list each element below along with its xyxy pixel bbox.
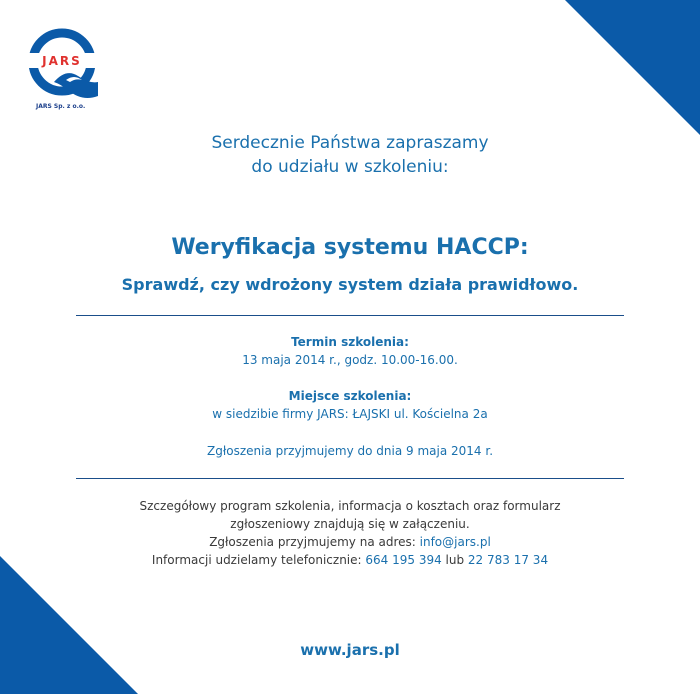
logo-brand-text: JARS xyxy=(42,54,82,68)
date-value: 13 maja 2014 r., godz. 10.00-16.00. xyxy=(242,353,458,367)
phone-prefix: Informacji udzielamy telefonicznie: xyxy=(151,553,366,567)
invitation-line-1: Serdecznie Państwa zapraszamy xyxy=(211,133,489,153)
website-link[interactable]: www.jars.pl xyxy=(300,641,400,659)
date-label: Termin szkolenia: xyxy=(291,335,409,349)
divider-top xyxy=(76,315,624,316)
place-label: Miejsce szkolenia: xyxy=(288,389,412,403)
invitation-text xyxy=(0,131,700,179)
info-line-email xyxy=(0,533,700,551)
jars-q-logo-icon xyxy=(24,26,104,106)
invitation-line-2: do udziału w szkoleniu: xyxy=(251,157,449,177)
place-value: w siedzibie firmy JARS: ŁAJSKI ul. Kościelna 2a xyxy=(212,407,488,421)
info-line-2: zgłoszeniowy znajdują się w załączeniu. xyxy=(230,517,470,531)
info-line-1: Szczegółowy program szkolenia, informacja o kosztach oraz formularz xyxy=(139,499,561,513)
training-title: Weryfikacja systemu HACCP: xyxy=(171,235,529,260)
logo-caption: JARS Sp. z o.o. xyxy=(36,103,86,110)
phone-number-2[interactable]: 22 783 17 34 xyxy=(467,553,549,567)
corner-triangle-bottom-left xyxy=(0,556,138,694)
corner-triangle-top-right xyxy=(565,0,700,135)
registration-deadline: Zgłoszenia przyjmujemy do dnia 9 maja 2014 r. xyxy=(206,444,494,458)
phone-number-1[interactable]: 664 195 394 xyxy=(365,553,442,567)
info-line-phone xyxy=(0,551,700,569)
email-prefix: Zgłoszenia przyjmujemy na adres: xyxy=(209,535,420,549)
phone-separator: lub xyxy=(441,553,468,567)
training-subtitle: Sprawdź, czy wdrożony system działa prawidłowo. xyxy=(121,275,579,294)
divider-bottom xyxy=(76,478,624,479)
email-link[interactable]: info@jars.pl xyxy=(419,535,491,549)
